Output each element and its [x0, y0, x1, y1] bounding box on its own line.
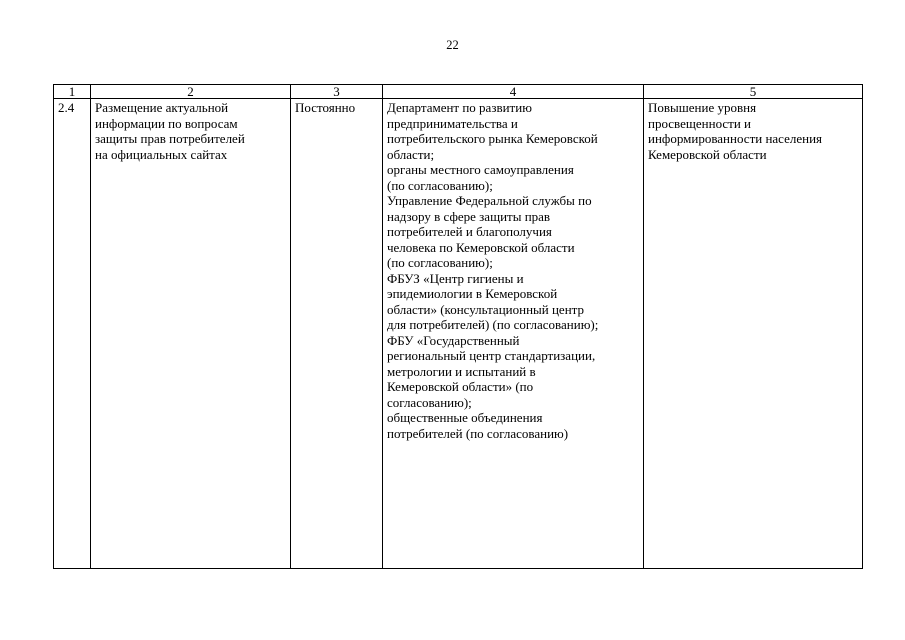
- header-row: [54, 85, 863, 99]
- row-number-cell: 2.4: [54, 99, 91, 569]
- term-cell: Постоянно: [291, 99, 383, 569]
- header-col-4: 4: [383, 85, 644, 99]
- header-col-2: 2: [91, 85, 291, 99]
- table-row: [54, 99, 863, 569]
- header-col-5: 5: [644, 85, 863, 99]
- result-cell: Повышение уровня просвещенности и информированности населения Кемеровской области: [644, 99, 863, 569]
- plan-table: [53, 84, 863, 569]
- action-cell: Размещение актуальной информации по вопросам защиты прав потребителей на официальных сайтах: [91, 99, 291, 569]
- executors-cell: Департамент по развитию предпринимательства и потребительского рынка Кемеровской области; органы местного самоуправления (по согласованию); Управление Федеральной службы по надзору в сфере защиты прав потребителей и благополучия человека по Кемеровской области (по согласованию); ФБУЗ «Центр гигиены и эпидемиологии в Кемеровской области» (консультационный центр для потребителей) (по согласованию); ФБУ «Государственный региональный центр стандартизации, метрологии и испытаний в Кемеровской области» (по согласованию); общественные объединения потребителей (по согласованию): [383, 99, 644, 569]
- header-col-1: 1: [54, 85, 91, 99]
- page-number: 22: [446, 38, 459, 52]
- header-col-3: 3: [291, 85, 383, 99]
